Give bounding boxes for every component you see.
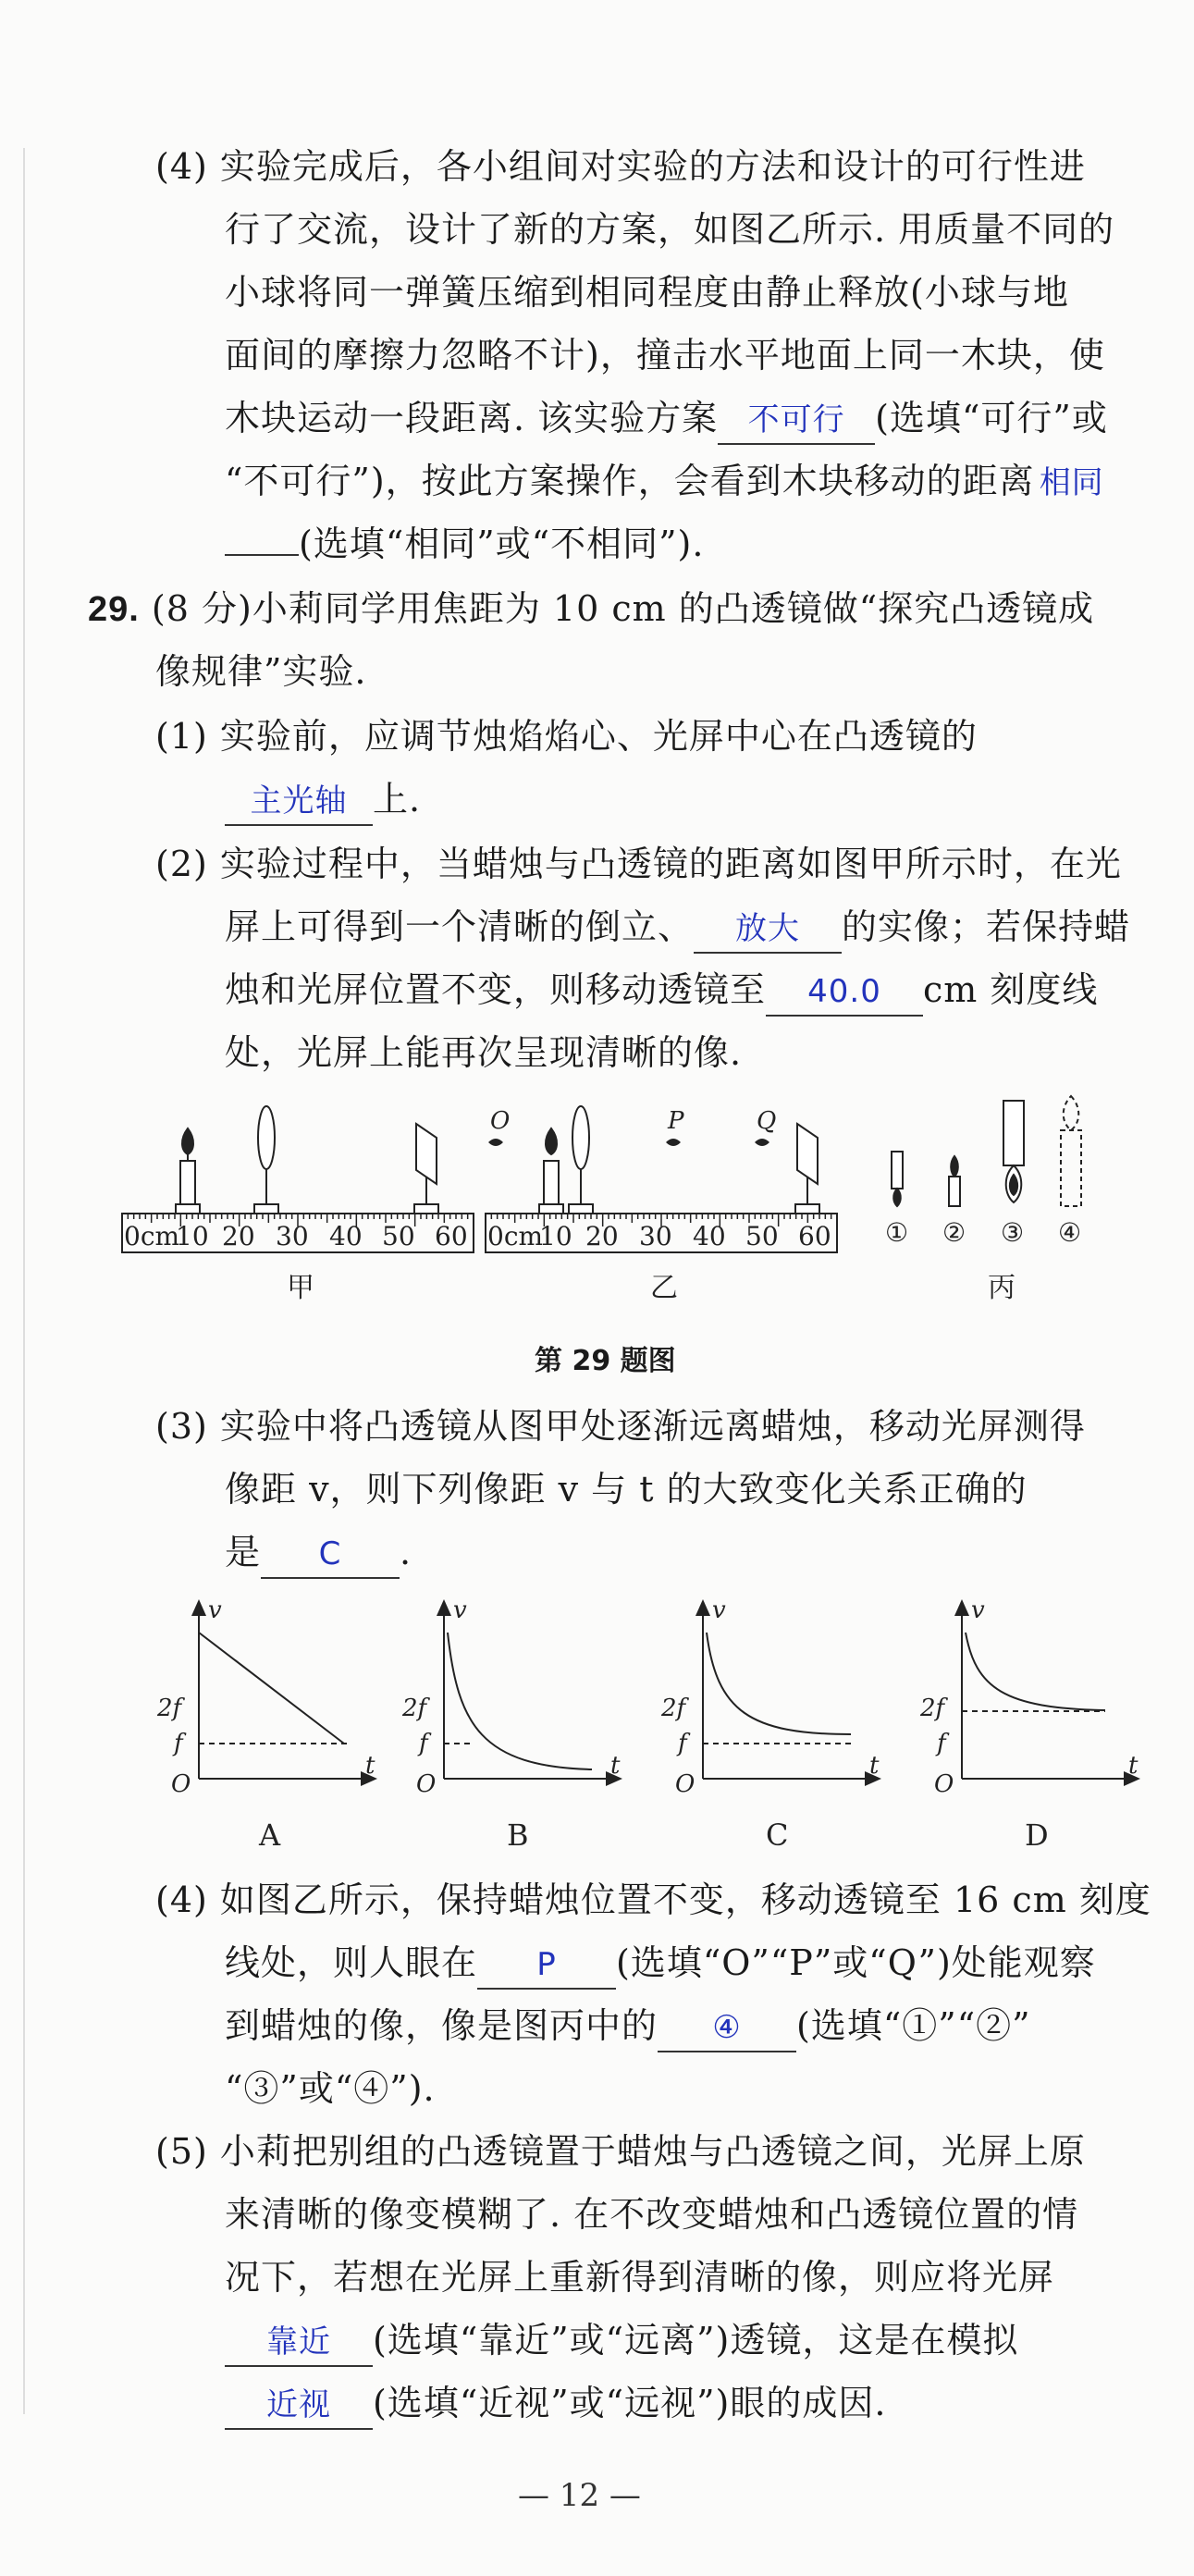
- mark-f: f: [174, 1730, 183, 1757]
- graph-label-D: D: [1025, 1818, 1049, 1853]
- q29-p5-line4: [225, 2312, 1018, 2368]
- ruler-label: 30: [639, 1221, 672, 1251]
- label-bing: 丙: [988, 1272, 1016, 1304]
- axis-t-label: t: [365, 1752, 375, 1780]
- q29-text: .: [400, 1532, 412, 1572]
- q29-p4-answer1: P: [477, 1941, 616, 1990]
- ruler-label: 40: [693, 1221, 726, 1251]
- q29-text: 的实像；若保持蜡: [842, 906, 1131, 947]
- graph-C: [703, 1607, 874, 1779]
- label-jia: 甲: [287, 1272, 314, 1304]
- point-Q-label: Q: [757, 1107, 777, 1135]
- graph-label-B: B: [507, 1818, 529, 1853]
- q29-number: 29.: [88, 590, 140, 629]
- image-3: [1003, 1101, 1024, 1202]
- q29-p5-line5: [225, 2375, 886, 2431]
- q29-p4-line1: (4) 如图乙所示，保持蜡烛位置不变，移动透镜至 16 cm 刻度: [155, 1880, 1151, 1920]
- candle-jia: [176, 1128, 200, 1214]
- q29-p3-answer: C: [261, 1531, 400, 1579]
- q29-stem-line1: [88, 581, 1094, 637]
- q28-p4-line3: 小球将同一弹簧压缩到相同程度由静止释放(小球与地: [225, 272, 1069, 313]
- page-number: — 12 —: [518, 2477, 641, 2514]
- q28-p4-line5: [225, 390, 1108, 446]
- lens-yi: [569, 1106, 593, 1214]
- q29-text: (选填“①”“②”: [796, 2005, 1031, 2046]
- q29-p3-line1: (3) 实验中将凸透镜从图甲处逐渐远离蜡烛，移动光屏测得: [155, 1406, 1086, 1447]
- q29-p2-answer1: 放大: [694, 906, 842, 954]
- q29-p5-line2: 来清晰的像变模糊了. 在不改变蜡烛和凸透镜位置的情: [225, 2194, 1079, 2235]
- ruler-label: 50: [745, 1221, 779, 1251]
- q29-p5-answer1: 靠近: [225, 2319, 373, 2367]
- q28-p4-line2: 行了交流，设计了新的方案，如图乙所示. 用质量不同的: [225, 209, 1115, 250]
- q29-p4-answer2: ④: [658, 2004, 796, 2052]
- ruler-label: 40: [329, 1221, 363, 1251]
- graph-label-C: C: [766, 1818, 789, 1853]
- mark-2f: 2f: [157, 1695, 182, 1722]
- eye-icons: [488, 1139, 769, 1146]
- q28-p4-line6: [225, 453, 1109, 509]
- axis-v-label: v: [971, 1596, 985, 1624]
- ruler-label: 60: [435, 1221, 468, 1251]
- q29-text: 到蜡烛的像，像是图丙中的: [225, 2005, 659, 2046]
- q29-text: (选填“O”“P”或“Q”)处能观察: [616, 1942, 1096, 1983]
- q29-p5-answer2: 近视: [225, 2382, 373, 2430]
- ruler-label: 0cm: [124, 1221, 180, 1251]
- q29-text: (选填“近视”或“远视”)眼的成因.: [373, 2383, 887, 2423]
- ruler-label: 20: [222, 1221, 255, 1251]
- q29-p2-line1: (2) 实验过程中，当蜡烛与凸透镜的距离如图甲所示时，在光: [155, 844, 1122, 884]
- eye-icon: [488, 1139, 503, 1146]
- q29-p1-line1: (1) 实验前，应调节烛焰焰心、光屏中心在凸透镜的: [155, 716, 978, 757]
- eye-icon: [755, 1139, 769, 1146]
- mark-2f: 2f: [402, 1695, 427, 1722]
- q29-text: 是: [225, 1532, 262, 1572]
- ruler-label: 60: [798, 1221, 831, 1251]
- q28-text: (选填“相同”或“不相同”).: [299, 524, 705, 564]
- q29-p2-line2: [225, 899, 1130, 955]
- bing-label: ④: [1058, 1217, 1082, 1248]
- mark-f: f: [937, 1730, 946, 1757]
- axis-v-label: v: [208, 1596, 222, 1624]
- q29-text: 烛和光屏位置不变，则移动透镜至: [225, 969, 767, 1010]
- bing-label: ②: [942, 1217, 966, 1248]
- mark-2f: 2f: [661, 1695, 686, 1722]
- image-2: [949, 1156, 960, 1206]
- q28-answer-distance: 相同: [1039, 464, 1104, 501]
- q28-text: 木块运动一段距离. 该实验方案: [225, 398, 719, 438]
- eye-icon: [666, 1139, 681, 1146]
- q29-p3-line2: 像距 v，则下列像距 v 与 t 的大致变化关系正确的: [225, 1469, 1028, 1510]
- bing-label: ③: [1001, 1217, 1025, 1248]
- bing-label: ①: [885, 1217, 909, 1248]
- q29-text: (选填“靠近”或“远离”)透镜，这是在模拟: [373, 2320, 1019, 2360]
- q29-p4-line3: [225, 1998, 1031, 2053]
- q28-p4-line1: (4) 实验完成后，各小组间对实验的方法和设计的可行性进: [155, 146, 1086, 187]
- mark-f: f: [419, 1730, 428, 1757]
- ruler-label: 20: [585, 1221, 619, 1251]
- q29-p4-line2: [225, 1935, 1096, 1991]
- q28-p4-line4: 面间的摩擦力忽略不计)，撞击水平地面上同一木块，使: [225, 335, 1105, 376]
- q29-p1-line2: [225, 771, 421, 827]
- q29-text: 线处，则人眼在: [225, 1942, 478, 1983]
- axis-v-label: v: [712, 1596, 726, 1624]
- q29-text: 上.: [373, 779, 422, 820]
- origin-label: O: [171, 1770, 191, 1798]
- screen-yi: [795, 1124, 819, 1214]
- q29-p5-line3: 况下，若想在光屏上重新得到清晰的像，则应将光屏: [225, 2257, 1055, 2298]
- q28-answer-blank: [225, 554, 299, 556]
- graph-label-A: A: [259, 1818, 281, 1853]
- graph-A: [199, 1607, 370, 1779]
- q29-p2-line3: [225, 962, 1098, 1017]
- ruler-label: 10: [539, 1221, 572, 1251]
- ruler-label: 50: [382, 1221, 415, 1251]
- q29-p2-answer2: 40.0: [766, 968, 923, 1017]
- figure-title: 第 29 题图: [535, 1345, 676, 1377]
- graph-D: [962, 1607, 1133, 1779]
- ruler-label: 30: [276, 1221, 309, 1251]
- origin-label: O: [934, 1770, 954, 1798]
- lens-jia: [254, 1106, 278, 1214]
- figure-29: [111, 1091, 1138, 1313]
- q29-stem: (8 分)小莉同学用焦距为 10 cm 的凸透镜做“探究凸透镜成: [151, 588, 1095, 629]
- q29-p4-line4: “③”或“④”).: [225, 2068, 436, 2109]
- axis-v-label: v: [453, 1596, 467, 1624]
- q29-p5-line1: (5) 小莉把别组的凸透镜置于蜡烛与凸透镜之间，光屏上原: [155, 2131, 1086, 2172]
- q28-text: “不可行”)，按此方案操作，会看到木块移动的距离: [225, 461, 1035, 501]
- point-O-label: O: [490, 1107, 511, 1135]
- image-1: [892, 1152, 903, 1206]
- graph-options: [139, 1596, 1156, 1864]
- graph-B: [444, 1607, 615, 1779]
- point-P-label: P: [668, 1107, 684, 1135]
- origin-label: O: [675, 1770, 695, 1798]
- axis-t-label: t: [610, 1752, 621, 1780]
- image-4: [1061, 1096, 1081, 1206]
- candle-yi: [539, 1128, 563, 1214]
- margin-rule: [23, 148, 25, 2414]
- mark-f: f: [678, 1730, 687, 1757]
- screen-jia: [414, 1124, 438, 1214]
- ruler-label: 10: [176, 1221, 209, 1251]
- label-yi: 乙: [650, 1272, 678, 1304]
- q28-p4-line7: [225, 516, 704, 572]
- axis-t-label: t: [869, 1752, 880, 1780]
- mark-2f: 2f: [920, 1695, 945, 1722]
- q28-answer-feasible: 不可行: [718, 397, 875, 445]
- q29-p2-line4: 处，光屏上能再次呈现清晰的像.: [225, 1032, 743, 1073]
- axis-t-label: t: [1128, 1752, 1139, 1780]
- q28-text: (选填“可行”或: [875, 398, 1108, 438]
- ruler-label: 0cm: [487, 1221, 544, 1251]
- q29-stem-line2: 像规律”实验.: [155, 651, 367, 692]
- q29-p1-answer: 主光轴: [225, 778, 373, 826]
- q29-text: 屏上可得到一个清晰的倒立、: [225, 906, 695, 947]
- q29-text: cm 刻度线: [923, 969, 1099, 1010]
- q29-p3-line3: [225, 1524, 412, 1580]
- origin-label: O: [416, 1770, 437, 1798]
